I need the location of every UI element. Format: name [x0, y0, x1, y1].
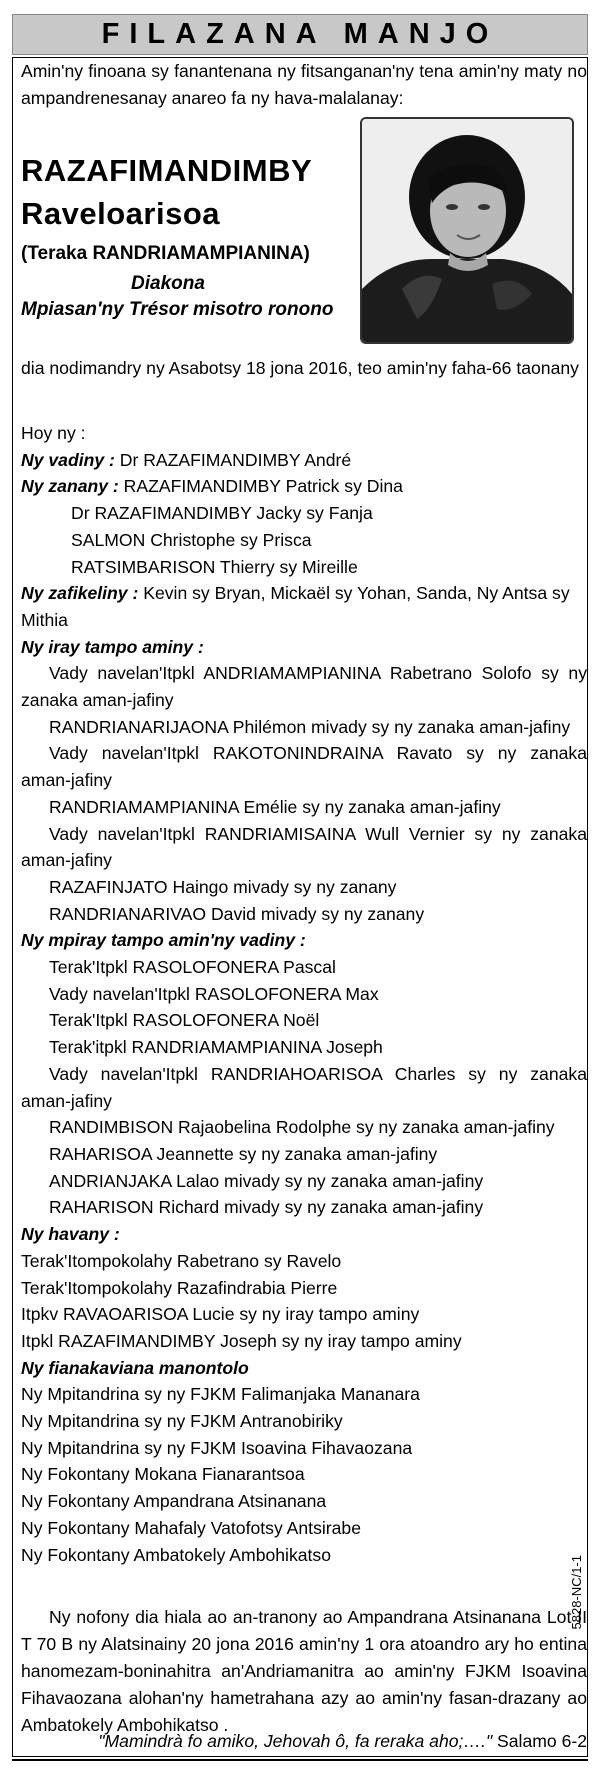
in-law-line: Vady navelan'Itpkl RASOLOFONERA Max	[49, 983, 379, 1004]
portrait-photo	[360, 117, 574, 344]
sibling-line: RANDRIANARIJAONA Philémon mivady sy ny zanaka aman-jafiny	[49, 716, 571, 737]
deceased-surname: RAZAFIMANDIMBY	[21, 153, 313, 188]
spouse-line	[21, 447, 587, 474]
notice-title: FILAZANA MANJO	[101, 18, 499, 50]
psalm-reference: Salamo 6-2	[492, 1731, 587, 1751]
relative-line: Itpkl RAZAFIMANDIMBY Joseph sy ny iray tampo aminy	[21, 1330, 462, 1351]
psalm-quote: "Mamindrà fo amiko, Jehovah ô, fa reraka aho;…."	[98, 1731, 493, 1751]
children-label: Ny zanany :	[21, 476, 119, 497]
child-line: RATSIMBARISON Thierry sy Mireille	[71, 556, 358, 577]
grandchildren-names: Kevin sy Bryan, Mickaël sy Yohan, Sanda, Ny Antsa sy Mithia	[21, 583, 570, 630]
relative-line: Terak'Itompokolahy Razafindrabia Pierre	[21, 1277, 338, 1298]
friend-line: Ny Mpitandrina sy ny FJKM Falimanjaka Mananara	[21, 1384, 420, 1405]
child-name: RAZAFIMANDIMBY Patrick sy Dina	[118, 476, 403, 497]
spouse-label: Ny vadiny :	[21, 449, 115, 470]
frame-bottom-rule	[12, 1759, 588, 1761]
ad-code: 5828-NC/1-1	[569, 1555, 584, 1630]
in-law-line: Vady navelan'Itpkl RANDRIAHOARISOA Charles sy ny zanaka aman-jafiny	[21, 1063, 587, 1111]
in-law-line: ANDRIANJAKA Lalao mivady sy ny zanaka aman-jafiny	[49, 1170, 484, 1191]
friend-line: Ny Fokontany Ampandrana Atsinanana	[21, 1491, 327, 1512]
sibling-line: Vady navelan'Itpkl ANDRIAMAMPIANINA Rabetrano Solofo sy ny zanaka aman-jafiny	[21, 663, 587, 711]
relatives-label: Ny havany :	[21, 1224, 120, 1245]
sibling-line: Vady navelan'Itpkl RAKOTONINDRAINA Ravato sy ny zanaka aman-jafiny	[21, 743, 587, 791]
intro-text: Amin'ny finoana sy fanantenana ny fitsanganan'ny tena amin'ny maty no ampandrenesanay anareo fa ny hava-malalanay:	[21, 61, 587, 108]
child-line: SALMON Christophe sy Prisca	[71, 529, 312, 550]
friend-line: Ny Fokontany Ambatokely Ambohikatso	[21, 1544, 332, 1565]
sibling-line: RAZAFINJATO Haingo mivady sy ny zanany	[49, 876, 397, 897]
relative-line: Itpkv RAVAOARISOA Lucie sy ny iray tampo aminy	[21, 1304, 420, 1325]
deceased-given-name: Raveloarisoa	[21, 196, 220, 231]
notice-header	[12, 14, 588, 55]
spouse-name: Dr RAZAFIMANDIMBY André	[114, 449, 352, 470]
child-line: Dr RAZAFIMANDIMBY Jacky sy Fanja	[71, 503, 373, 524]
friend-line: Ny Mpitandrina sy ny FJKM Isoavina Fihavaozana	[21, 1437, 413, 1458]
friend-line: Ny Fokontany Mokana Fianarantsoa	[21, 1464, 305, 1485]
siblings-label: Ny iray tampo aminy :	[21, 636, 204, 657]
sibling-line: RANDRIAMAMPIANINA Emélie sy ny zanaka aman-jafiny	[49, 796, 501, 817]
sibling-line: RANDRIANARIVAO David mivady sy ny zanany	[49, 903, 425, 924]
children-line	[21, 473, 587, 500]
in-law-line: Terak'itpkl RANDRIAMAMPIANINA Joseph	[49, 1037, 383, 1058]
deceased-birth-name: (Teraka RANDRIAMAMPIANINA)	[21, 243, 310, 264]
in-law-line: RAHARISON Richard mivady sy ny zanaka aman-jafiny	[49, 1197, 484, 1218]
family-intro: Hoy ny :	[21, 423, 86, 443]
friend-line: Ny Fokontany Mahafaly Vatofotsy Antsirabe	[21, 1517, 361, 1538]
in-law-line: Terak'Itpkl RASOLOFONERA Pascal	[49, 957, 336, 978]
deceased-role: Diakona	[131, 273, 205, 294]
death-notice: dia nodimandry ny Asabotsy 18 jona 2016, teo amin'ny faha-66 taonany	[21, 358, 579, 378]
family-list	[21, 420, 587, 1568]
psalm-verse	[21, 1731, 587, 1752]
in-law-line: RANDIMBISON Rajaobelina Rodolphe sy ny zanaka aman-jafiny	[49, 1117, 555, 1138]
grandchildren-line	[21, 580, 587, 633]
relative-line: Terak'Itompokolahy Rabetrano sy Ravelo	[21, 1250, 342, 1271]
friend-line: Ny Mpitandrina sy ny FJKM Antranobiriky	[21, 1411, 343, 1432]
in-law-line: Terak'Itpkl RASOLOFONERA Noël	[49, 1010, 320, 1031]
friends-label: Ny fianakaviana manontolo	[21, 1357, 249, 1378]
deceased-church-role: Mpiasan'ny Trésor misotro ronono	[21, 299, 334, 320]
in-laws-label: Ny mpiray tampo amin'ny vadiny :	[21, 930, 306, 951]
in-law-line: RAHARISOA Jeannette sy ny zanaka aman-jafiny	[49, 1143, 438, 1164]
sibling-line: Vady navelan'Itpkl RANDRIAMISAINA Wull Vernier sy ny zanaka aman-jafiny	[21, 823, 587, 871]
grandchildren-label: Ny zafikeliny :	[21, 583, 139, 604]
funeral-notice: Ny nofony dia hiala ao an-tranony ao Ampandrana Atsinanana Lot II T 70 B ny Alatsinainy 20 jona 2016 amin'ny 1 ora atoandro ary ho entina hanomezam-boninahitra an'Andriamanitra ao amin'ny FJKM Isoavina Fihavaozana alohan'ny hametrahana azy ao amin'ny fasan-drazany ao Ambatokely Ambohikatso .	[21, 1607, 587, 1735]
